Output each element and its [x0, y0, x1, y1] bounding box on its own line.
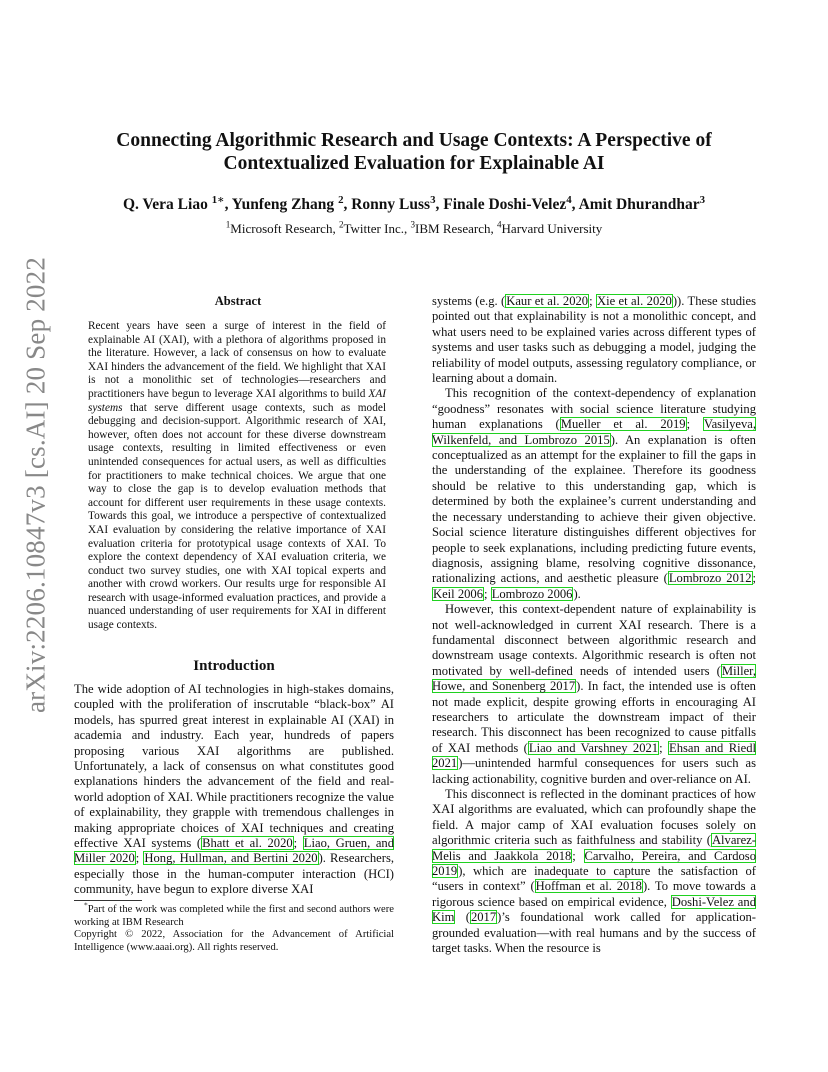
- body-text: The wide adoption of AI technologies in high-stakes domains, coupled with the proliferation of inscrutable “black-box” AI models, has spurred great interest in explainable AI (XAI) in academia and industry. Each year, hundreds of papers proposing various XAI algorithms are published. Unfortunately, a lack of consensus on what constitutes good explanations hinders the advancement of the field and real-world adoption of XAI. While practitioners recognize the value of explainability, they grapple with tremendous challenges in making appropriate choices of XAI techniques and creating effective XAI systems (: [74, 682, 394, 851]
- citation-link[interactable]: Bhatt et al. 2020: [202, 836, 293, 851]
- affiliations: [70, 221, 758, 237]
- body-text: ;: [752, 571, 756, 586]
- affil-name: Microsoft Research,: [230, 221, 339, 236]
- citation-link[interactable]: Vasilyeva, Wilkenfeld, and Lombrozo 2015: [432, 417, 756, 447]
- citation-link[interactable]: Xie et al. 2020: [596, 294, 672, 308]
- introduction-heading: Introduction: [193, 658, 275, 674]
- abstract-text: that serve different usage contexts, such as model debugging and decision-support. Algorithmic research of XAI, however, often does not account for these diverse downstream usage contexts, resulting in limited effectiveness or even unintended consequences for actual users, as well as difficulties for practitioners to make technical choices. We argue that one way to close the gap is to develop evaluation methods that account for different user requirements in these usage contexts. Towards this goal, we introduce a perspective of contextualized XAI evaluation by considering the relative importance of XAI evaluation criteria for prototypical usage contexts of XAI. To explore the context dependency of XAI evaluation criteria, we conduct two survey studies, one with XAI topical experts and another with crowd workers. Our results urge for responsible AI research with usage-informed evaluation practices, and provide a nuanced understanding of user requirements for XAI in different usage contexts.: [88, 401, 386, 632]
- citation-link[interactable]: Keil 2006: [433, 586, 484, 601]
- paper-title: [70, 129, 758, 175]
- footnote: [74, 900, 394, 929]
- intro-column: [74, 682, 394, 898]
- body-text: ;: [293, 836, 303, 851]
- citation-link[interactable]: Carvalho, Pereira, and Cardoso 2019: [432, 848, 756, 879]
- citation-link[interactable]: Lombrozo 2012: [668, 571, 752, 586]
- author-name: , Ronny Luss: [343, 196, 431, 213]
- citation-link[interactable]: Hong, Hullman, and Bertini 2020: [144, 851, 318, 866]
- footnote-mark: *: [84, 900, 88, 910]
- body-text: ).: [573, 586, 581, 601]
- footnote-text: Part of the work was completed while the first and second authors were working at IBM Research: [74, 904, 394, 928]
- affil-mark: 3: [410, 219, 416, 230]
- affil-name: Harvard University: [501, 221, 603, 236]
- affil-name: IBM Research,: [415, 221, 497, 236]
- body-text: ), which are inadequate to capture the satisfaction of “users in context” (: [432, 864, 756, 894]
- affil-mark: 2: [338, 219, 344, 230]
- abstract-body: [88, 320, 386, 633]
- body-text: systems (e.g. (: [432, 294, 506, 308]
- citation-link[interactable]: Liao and Varshney 2021: [528, 740, 659, 755]
- body-text: However, this context-dependent nature of explainability is not well-acknowledged in current XAI research. There is a fundamental disconnect between algorithmic research and downstream usage contexts. Algorithmic research is often not motivated by well-defined needs of intended users (: [432, 602, 756, 678]
- citation-link[interactable]: Alvarez-Melis and Jaakkola 2018: [432, 833, 756, 863]
- body-text: ). Researchers, especially those in the human-computer interaction (HCI) community, have begun to explore diverse XAI: [74, 851, 394, 897]
- affil-mark: 1: [225, 219, 231, 230]
- citation-link[interactable]: Lombrozo 2006: [491, 586, 573, 601]
- body-text: ). An explanation is often conceptualized as an attempt for the explainer to fill the gaps in the understanding of the explainee. Therefore its goodness should be relative to this understanding gap, which is determined by both the explainee’s current understanding and the necessary understanding to achieve their given objective. Social science literature distinguishes different objectives for people to seek explanations, including predicting future events, diagnosis, assigning blame, resolving cognitive dissonance, rationalizing actions, and aesthetic pleasure (: [432, 432, 756, 586]
- author-name: , Amit Dhurandhar: [571, 196, 700, 213]
- citation-link[interactable]: Kaur et al. 2020: [506, 294, 589, 308]
- body-text: ;: [135, 851, 144, 866]
- citation-link[interactable]: Ehsan and Riedl 2021: [432, 740, 757, 771]
- footnote-block: [74, 900, 394, 954]
- arxiv-id: arXiv:2206.10847v3 [cs.AI] 20 Sep 2022: [20, 256, 51, 714]
- affil-mark: 4: [496, 219, 502, 230]
- body-paragraph: [432, 602, 756, 787]
- title-line-1: Connecting Algorithmic Research and Usage Contexts: A Perspective of: [116, 130, 712, 151]
- body-text: ;: [686, 417, 703, 432]
- copyright-notice: Copyright © 2022, Association for the Advancement of Artificial Intelligence (www.aaai.org). All rights reserved.: [74, 929, 394, 953]
- author-affil-mark: 1∗: [211, 193, 225, 206]
- author-affil-mark: 3: [699, 193, 705, 206]
- affil-name: Twitter Inc.,: [343, 221, 411, 236]
- body-text: )’s foundational work called for application-grounded evaluation—with real humans and by the success of target tasks. When the resource is: [432, 910, 756, 956]
- body-text: ). To move towards a rigorous science based on empirical evidence,: [432, 879, 756, 909]
- body-text: )—unintended harmful consequences for users such as lacking actionability, cognitive burden and over-reliance on AI.: [432, 756, 756, 786]
- title-line-2: Contextualized Evaluation for Explainable AI: [223, 153, 605, 174]
- author-affil-mark: 2: [338, 193, 344, 206]
- abstract-emphasis: XAI systems: [88, 387, 386, 414]
- citation-link[interactable]: Miller, Howe, and Sonenberg 2017: [432, 663, 756, 694]
- citation-link[interactable]: Liao, Gruen, and Miller 2020: [74, 836, 395, 866]
- citation-link[interactable]: Mueller et al. 2019: [560, 417, 686, 432]
- body-text: ;: [572, 848, 584, 863]
- body-text: )). These studies pointed out that explainability is not a monolithic concept, and what users need to be explained varies across different types of systems and user tasks such as debugging a model, judging the reliability of model outputs, assessing regulatory compliance, or learning about a domain.: [432, 294, 756, 386]
- body-text: ;: [589, 294, 596, 308]
- citation-link[interactable]: 2017: [470, 910, 497, 925]
- body-text: ;: [659, 740, 668, 755]
- author-affil-mark: 4: [566, 193, 572, 206]
- citation-link[interactable]: Hoffman et al. 2018: [535, 879, 642, 894]
- body-text: This recognition of the context-dependency of explanation “goodness” resonates with social science literature studying human explanations (: [432, 386, 756, 432]
- body-paragraph: [432, 787, 756, 956]
- body-text: This disconnect is reflected in the dominant practices of how XAI algorithms are evaluated, which can profoundly shape the field. A major camp of XAI evaluation focuses solely on algorithmic criteria such as faithfulness and stability (: [432, 787, 756, 848]
- body-text: ;: [484, 586, 491, 601]
- citation-link[interactable]: Doshi-Velez and Kim: [432, 894, 756, 925]
- intro-paragraph: [74, 682, 394, 898]
- abstract-text: Recent years have seen a surge of interest in the field of explainable AI (XAI), with a plethora of algorithms proposed in the literature. However, a lack of consensus on how to evaluate XAI hinders the advancement of the field. We highlight that XAI is not a monolithic set of technologies—researchers and practitioners have begun to leverage XAI algorithms to build: [88, 320, 386, 400]
- author-name: , Yunfeng Zhang: [224, 196, 339, 213]
- right-column: [432, 294, 756, 956]
- body-text: ). In fact, the intended use is often not made explicit, despite growing efforts in encouraging AI researchers to articulate the downstream impact of their research. This disconnect has been recognized to cause pitfalls of XAI methods (: [432, 679, 756, 755]
- body-paragraph: [432, 386, 756, 602]
- abstract-heading: Abstract: [214, 294, 262, 308]
- author-affil-mark: 3: [430, 193, 436, 206]
- author-name: Q. Vera Liao: [123, 196, 212, 213]
- author-name: , Finale Doshi-Velez: [435, 196, 567, 213]
- body-text: (: [455, 910, 470, 925]
- body-paragraph: [432, 294, 756, 386]
- author-list: [70, 195, 758, 214]
